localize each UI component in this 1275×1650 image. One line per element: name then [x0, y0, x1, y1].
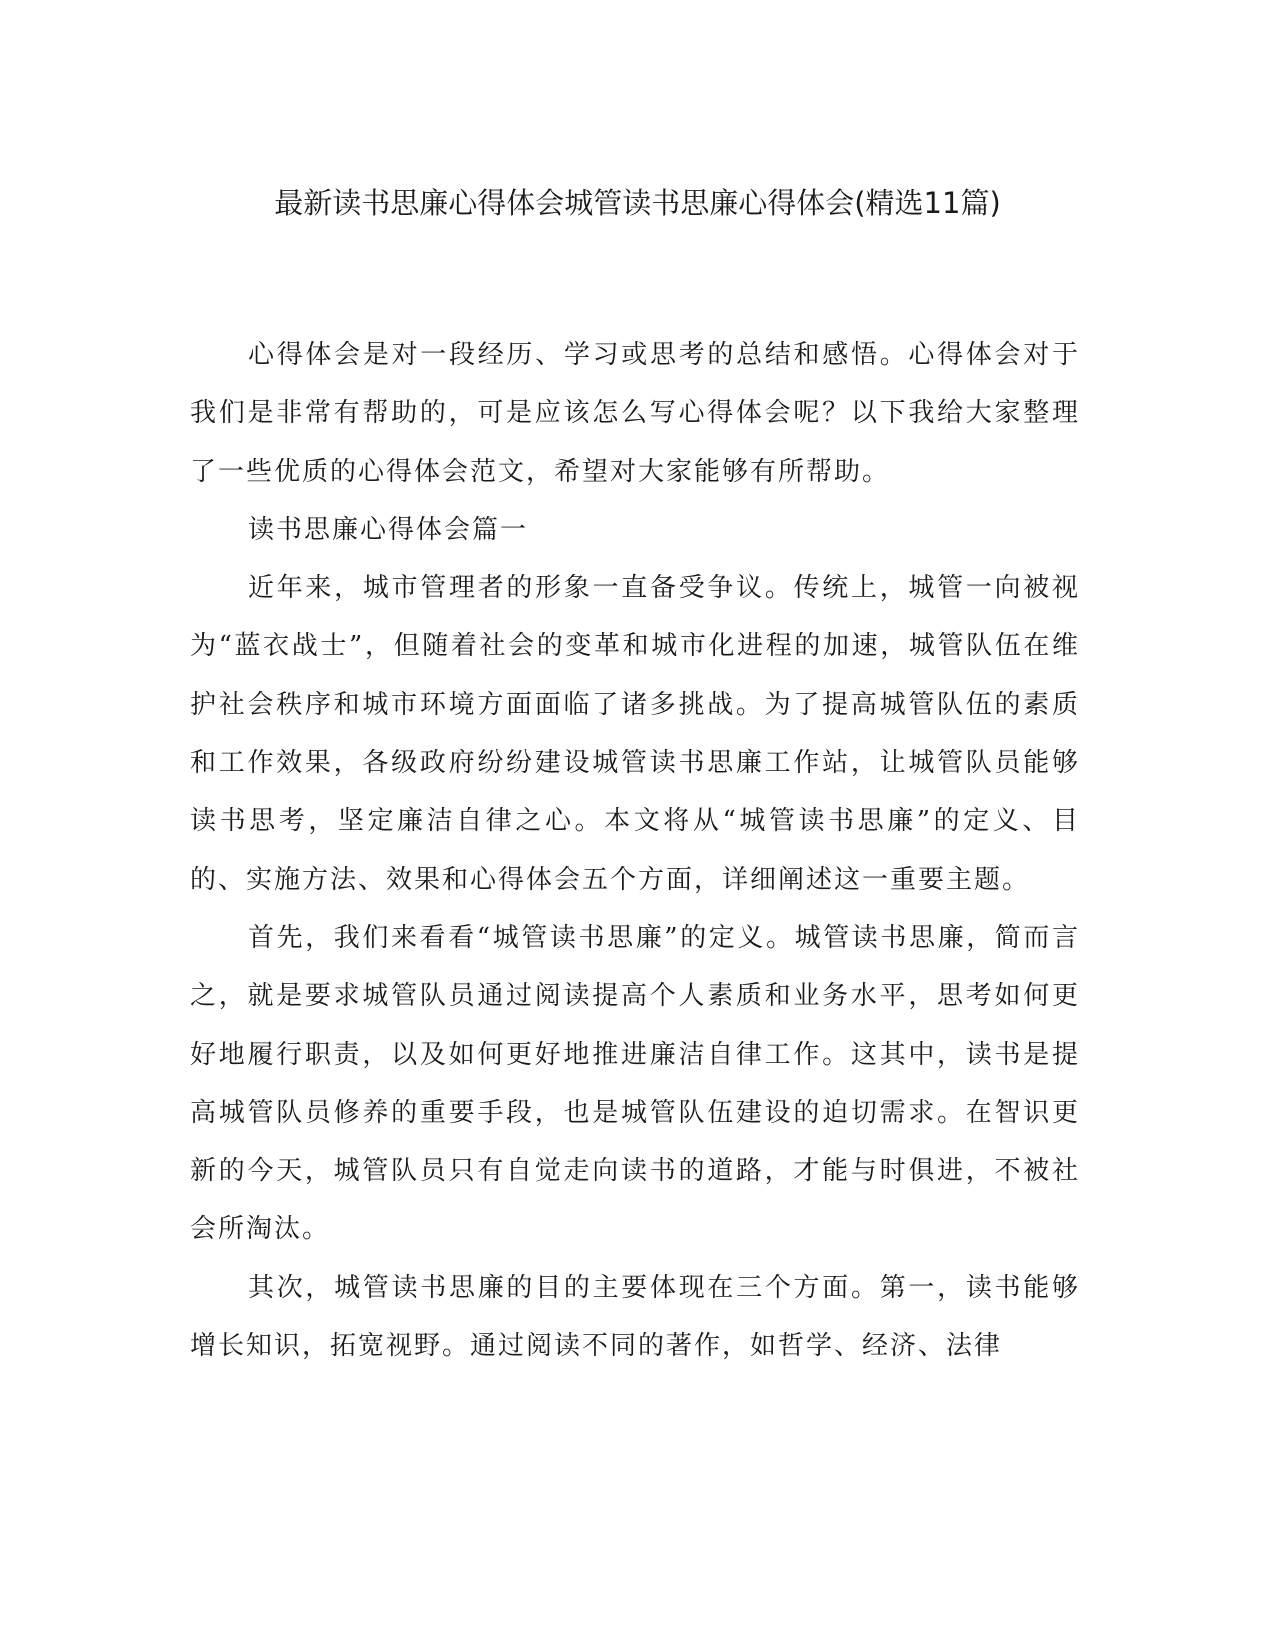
body-paragraph: 其次，城管读书思廉的目的主要体现在三个方面。第一，读书能够增长知识，拓宽视野。通过阅读不同的著作，如哲学、经济、法律 — [190, 1272, 1080, 1362]
document-body — [190, 326, 1080, 1375]
intro-paragraph: 心得体会是对一段经历、学习或思考的总结和感悟。心得体会对于我们是非常有帮助的，可是应该怎么写心得体会呢？以下我给大家整理了一些优质的心得体会范文，希望对大家能够有所帮助。 — [190, 340, 1080, 487]
body-paragraph: 首先，我们来看看“城管读书思廉”的定义。城管读书思廉，简而言之，就是要求城管队员通过阅读提高个人素质和业务水平，思考如何更好地履行职责，以及如何更好地推进廉洁自律工作。这其中，读书是提高城管队员修养的重要手段，也是城管队伍建设的迫切需求。在智识更新的今天，城管队员只有自觉走向读书的道路，才能与时俱进，不被社会所淘汰。 — [190, 922, 1080, 1245]
document-title: 最新读书思廉心得体会城管读书思廉心得体会(精选11篇) — [274, 186, 1001, 220]
section-heading: 读书思廉心得体会篇一 — [248, 514, 529, 545]
body-paragraph: 近年来，城市管理者的形象一直备受争议。传统上，城管一向被视为“蓝衣战士”，但随着社会的变革和城市化进程的加速，城管队伍在维护社会秩序和城市环境方面面临了诸多挑战。为了提高城管队伍的素质和工作效果，各级政府纷纷建设城管读书思廉工作站，让城管队员能够读书思考，坚定廉洁自律之心。本文将从“城管读书思廉”的定义、目的、实施方法、效果和心得体会五个方面，详细阐述这一重要主题。 — [190, 573, 1080, 895]
